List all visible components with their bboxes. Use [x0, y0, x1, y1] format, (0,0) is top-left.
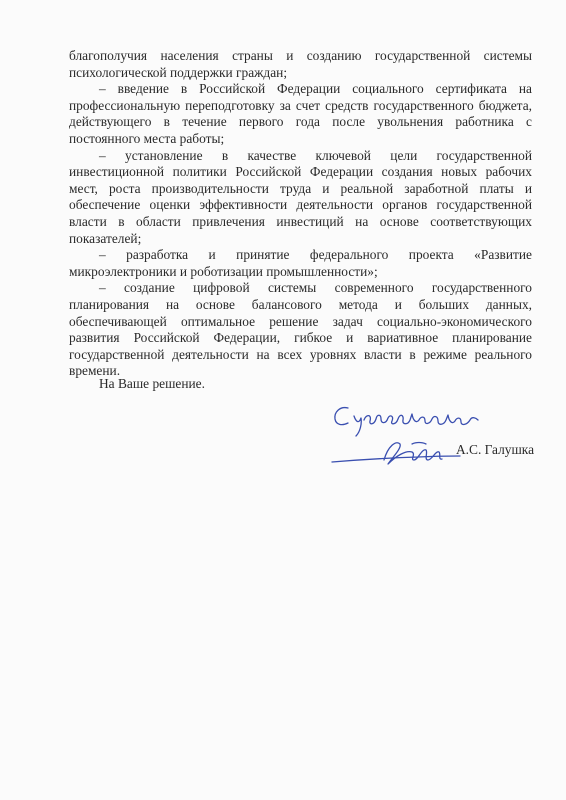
paragraph-social-certificate: – введение в Российской Федерации социального сертификата на профессиональную переподготовку за счет средств государственного бюджета, действующего в течение первого года после увольнения работника с постоянного места работы; [69, 81, 532, 146]
document-body [69, 48, 532, 380]
paragraph-investment-policy: – установление в качестве ключевой цели государственной инвестиционной политики Российской Федерации создания новых рабочих мест, роста производительности труда и реальной заработной платы и обеспечение оценки эффективности деятельности органов государственной власти в области привлечения инвестиций на основе соответствующих показателей; [69, 147, 532, 246]
handwritten-signature [326, 398, 486, 478]
paragraph-continuation: благополучия населения страны и созданию государственной системы психологической поддержки граждан; [69, 48, 532, 80]
paragraph-digital-planning: – создание цифровой системы современного государственного планирования на основе балансового метода и больших данных, обеспечивающей оптимальное решение задач социально-экономического развития Российской Федерации, гибкое и вариативное планирование государственной деятельности на всех уровнях власти в режиме реального времени. [69, 280, 532, 379]
paragraph-microelectronics-project: – разработка и принятие федерального проекта «Развитие микроэлектроники и роботизации промышленности»; [69, 247, 532, 279]
closing-line: На Ваше решение. [99, 376, 205, 391]
signer-name: А.С. Галушка [456, 442, 535, 457]
